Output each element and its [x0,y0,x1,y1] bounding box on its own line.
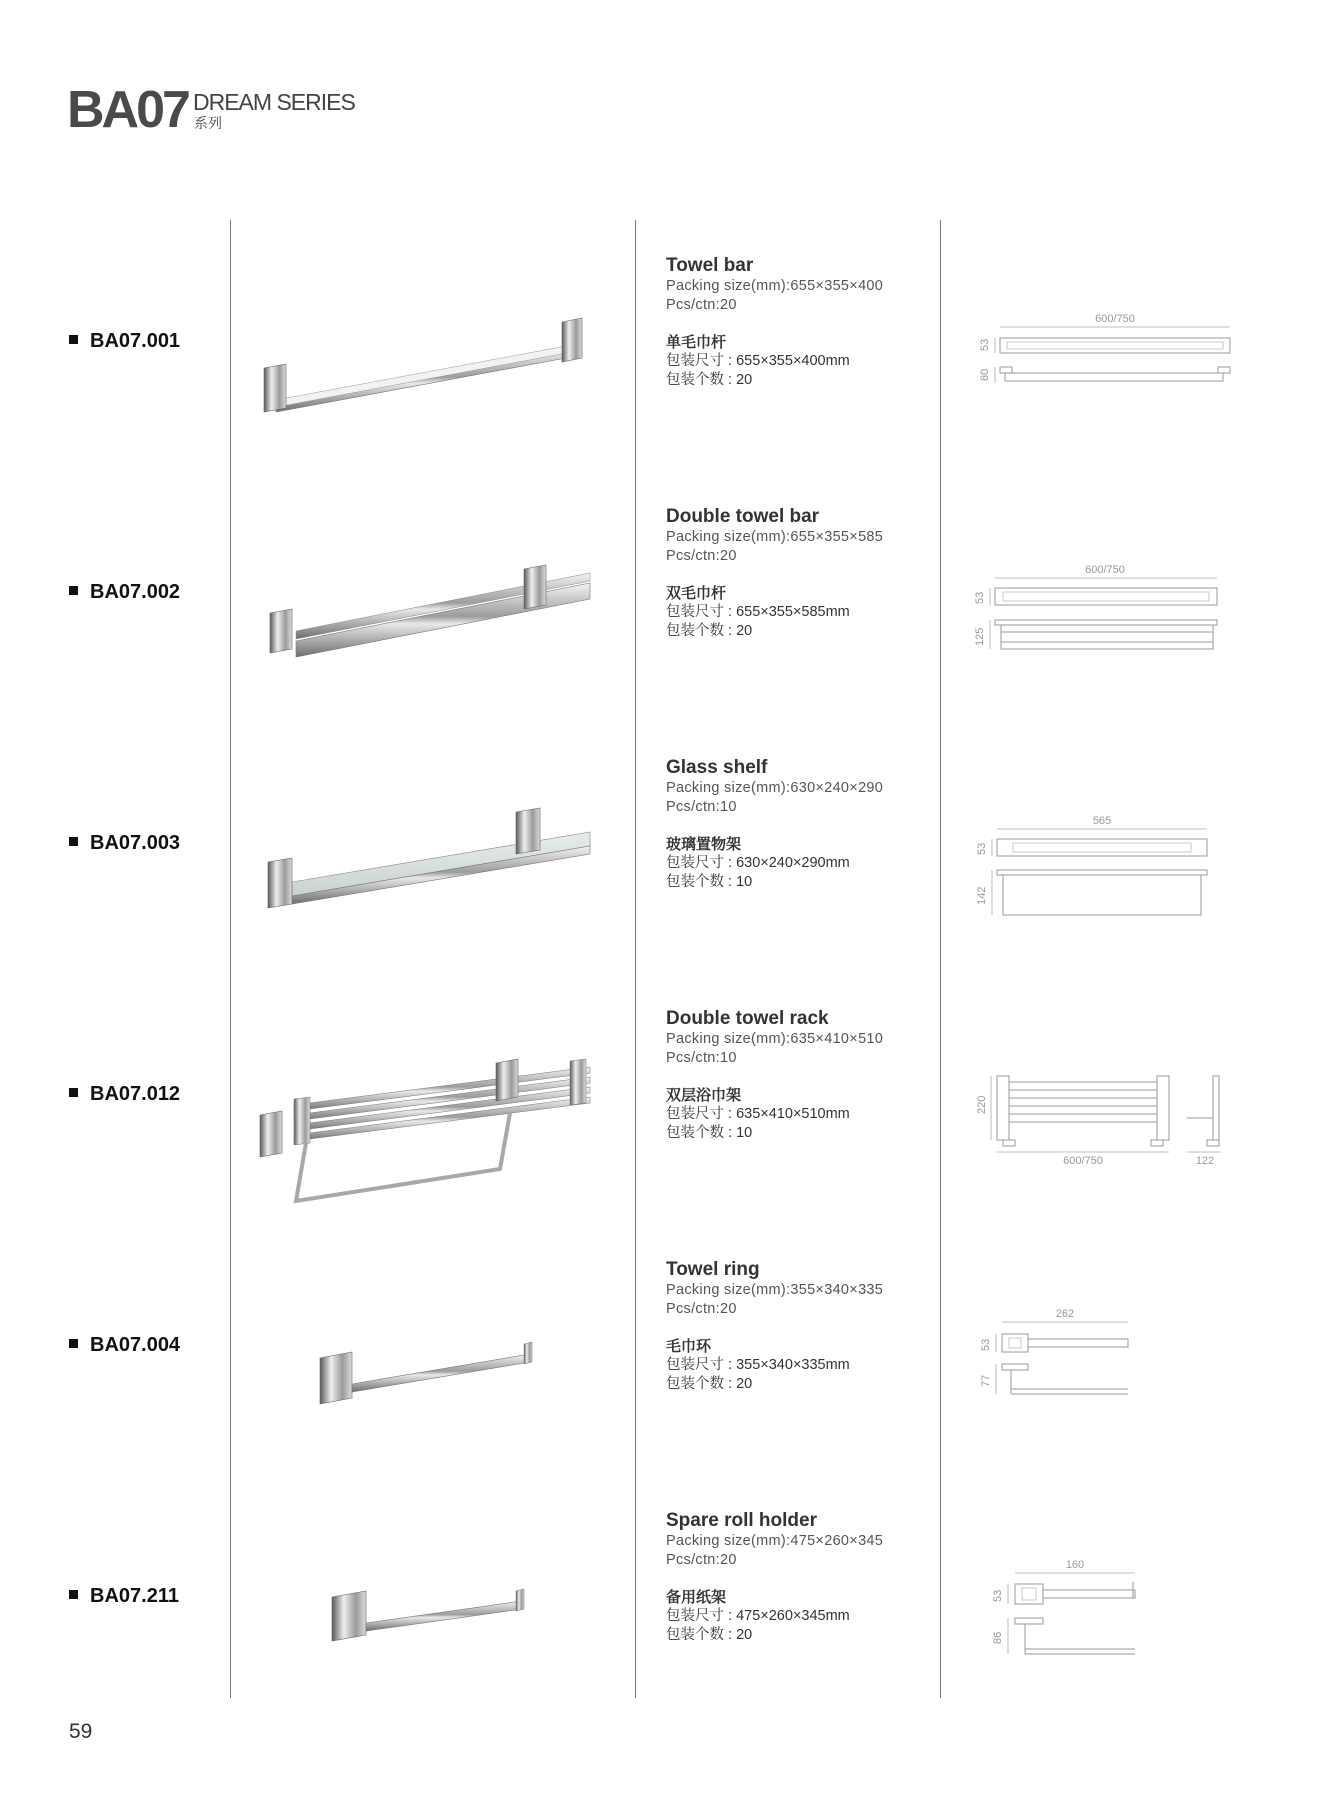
product-info [666,1510,936,1645]
product-code: BA07.001 [69,330,180,353]
dim-width: 565 [1092,815,1112,827]
towel-ring-image [240,1254,620,1464]
glass-shelf-image [240,752,620,962]
dimension-drawing [955,285,1255,445]
product-info [666,1008,936,1143]
pcs-per-carton-cn: 包装个数 : 20 [666,1626,753,1643]
pcs-per-carton: Pcs/ctn:20 [666,1551,737,1568]
bullet-icon [69,586,78,595]
product-row [0,1485,1323,1736]
packing-size: Packing size(mm):655×355×400 [666,277,884,294]
pcs-per-carton: Pcs/ctn:10 [666,798,737,815]
product-row [0,732,1323,983]
product-info [666,506,936,641]
packing-size: Packing size(mm):655×355×585 [666,528,884,545]
dimension-drawing [955,787,1255,947]
product-name: Double towel bar [666,506,820,527]
packing-size: Packing size(mm):355×340×335 [666,1281,884,1298]
dim-h2: 86 [992,1631,1004,1644]
pcs-per-carton-cn: 包装个数 : 10 [666,873,753,890]
product-code: BA07.002 [69,581,180,604]
double-towel-bar-image [240,501,620,711]
product-info [666,255,936,390]
dimension-drawing [955,1540,1255,1700]
product-name-cn: 玻璃置物架 [666,835,742,853]
dim-h2: 125 [974,627,986,646]
product-name-cn: 备用纸架 [666,1588,727,1606]
packing-size-cn: 包装尺寸 : 355×340×335mm [666,1357,850,1374]
series-name-cn: 系列 [194,115,222,131]
dim-h2: 77 [980,1374,992,1387]
pcs-per-carton-cn: 包装个数 : 10 [666,1124,753,1141]
pcs-per-carton-cn: 包装个数 : 20 [666,371,753,388]
product-code: BA07.012 [69,1083,180,1106]
product-name-cn: 双层浴巾架 [666,1086,742,1104]
series-code: BA07 [67,81,188,139]
bullet-icon [69,1590,78,1599]
packing-size-cn: 包装尺寸 : 475×260×345mm [666,1608,850,1625]
packing-size-cn: 包装尺寸 : 630×240×290mm [666,855,850,872]
product-row [0,1234,1323,1485]
dim-width: 600/750 [1095,313,1135,325]
product-name: Double towel rack [666,1008,829,1029]
product-name-cn: 双毛巾杆 [666,584,727,602]
dim-width: 600/750 [1063,1155,1103,1167]
product-code: BA07.211 [69,1585,179,1608]
product-row [0,230,1323,481]
page-number: 59 [69,1720,93,1743]
packing-size: Packing size(mm):475×260×345 [666,1532,884,1549]
series-name: DREAM SERIES [193,89,355,115]
packing-size-cn: 包装尺寸 : 655×355×400mm [666,353,850,370]
dim-h1: 53 [992,1589,1004,1602]
dimension-drawing [955,536,1255,696]
dim-h1: 53 [979,338,991,351]
product-name: Towel bar [666,255,754,276]
product-name: Towel ring [666,1259,760,1280]
pcs-per-carton-cn: 包装个数 : 20 [666,1375,753,1392]
dim-h2: 80 [979,368,991,381]
product-code: BA07.004 [69,1334,180,1357]
bullet-icon [69,837,78,846]
bullet-icon [69,1339,78,1348]
product-row [0,481,1323,732]
pcs-per-carton: Pcs/ctn:20 [666,1300,737,1317]
dim-h1: 53 [974,591,986,604]
product-name: Spare roll holder [666,1510,817,1531]
product-name-cn: 单毛巾杆 [666,333,727,351]
pcs-per-carton: Pcs/ctn:20 [666,296,737,313]
product-row [0,983,1323,1234]
dim-width: 600/750 [1085,564,1125,576]
packing-size: Packing size(mm):635×410×510 [666,1030,884,1047]
product-name: Glass shelf [666,757,768,778]
towel-bar-image [240,250,620,460]
product-name-cn: 毛巾环 [666,1337,712,1355]
pcs-per-carton-cn: 包装个数 : 20 [666,622,753,639]
dim-h1: 220 [976,1095,988,1114]
dim-width: 160 [1065,1559,1085,1571]
product-code: BA07.003 [69,832,180,855]
dimension-drawing [955,1038,1255,1198]
bullet-icon [69,335,78,344]
packing-size-cn: 包装尺寸 : 655×355×585mm [666,604,850,621]
packing-size: Packing size(mm):630×240×290 [666,779,884,796]
packing-size-cn: 包装尺寸 : 635×410×510mm [666,1106,850,1123]
dimension-drawing [955,1289,1255,1449]
product-info [666,757,936,892]
double-towel-rack-image [240,1003,620,1213]
pcs-per-carton: Pcs/ctn:10 [666,1049,737,1066]
bullet-icon [69,1088,78,1097]
pcs-per-carton: Pcs/ctn:20 [666,547,737,564]
product-info [666,1259,936,1394]
dim-h1: 53 [980,1338,992,1351]
dim-depth: 122 [1195,1155,1215,1167]
dim-h2: 142 [976,886,988,905]
dim-width: 262 [1055,1308,1075,1320]
spare-roll-holder-image [240,1505,620,1715]
dim-h1: 53 [976,842,988,855]
